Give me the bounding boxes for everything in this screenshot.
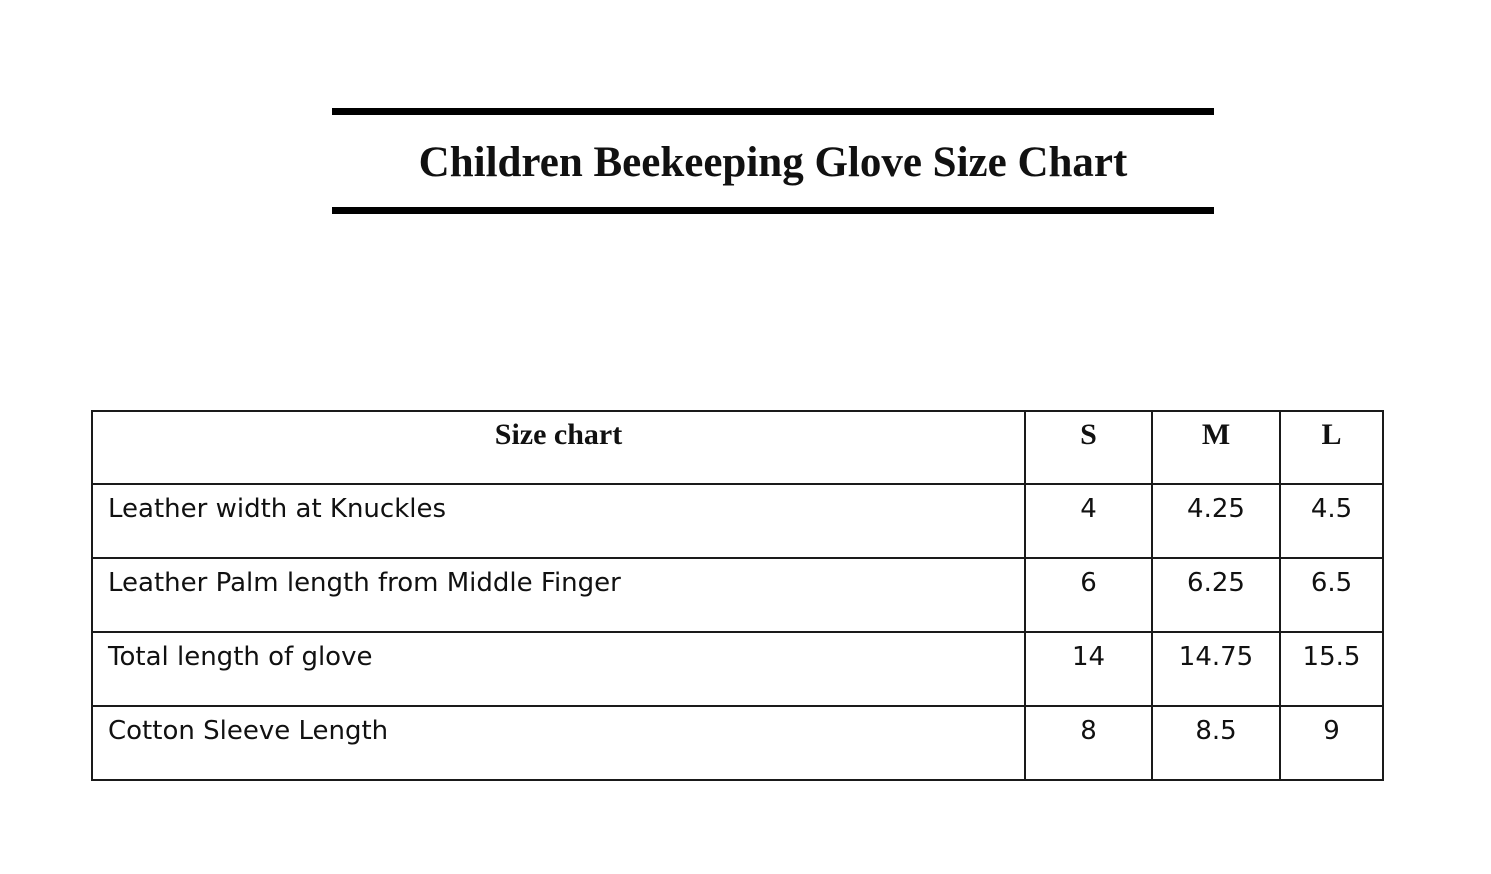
row-label: Total length of glove xyxy=(92,632,1025,706)
title-top-rule xyxy=(332,108,1214,115)
cell-size-m: 6.25 xyxy=(1152,558,1280,632)
row-label: Cotton Sleeve Length xyxy=(92,706,1025,780)
size-chart-table xyxy=(91,410,1384,781)
table-row xyxy=(92,484,1383,558)
header-size-chart: Size chart xyxy=(92,411,1025,484)
cell-size-l: 15.5 xyxy=(1280,632,1383,706)
header-size-m: M xyxy=(1152,411,1280,484)
cell-size-m: 4.25 xyxy=(1152,484,1280,558)
cell-size-s: 8 xyxy=(1025,706,1152,780)
header-size-l: L xyxy=(1280,411,1383,484)
row-label: Leather Palm length from Middle Finger xyxy=(92,558,1025,632)
cell-size-l: 9 xyxy=(1280,706,1383,780)
title-bottom-rule xyxy=(332,207,1214,214)
table-header-row xyxy=(92,411,1383,484)
page-title: Children Beekeeping Glove Size Chart xyxy=(418,139,1128,186)
header-size-s: S xyxy=(1025,411,1152,484)
cell-size-l: 6.5 xyxy=(1280,558,1383,632)
row-label: Leather width at Knuckles xyxy=(92,484,1025,558)
cell-size-s: 6 xyxy=(1025,558,1152,632)
cell-size-l: 4.5 xyxy=(1280,484,1383,558)
table-row xyxy=(92,706,1383,780)
cell-size-s: 4 xyxy=(1025,484,1152,558)
cell-size-m: 8.5 xyxy=(1152,706,1280,780)
table-row xyxy=(92,632,1383,706)
table-row xyxy=(92,558,1383,632)
cell-size-s: 14 xyxy=(1025,632,1152,706)
cell-size-m: 14.75 xyxy=(1152,632,1280,706)
